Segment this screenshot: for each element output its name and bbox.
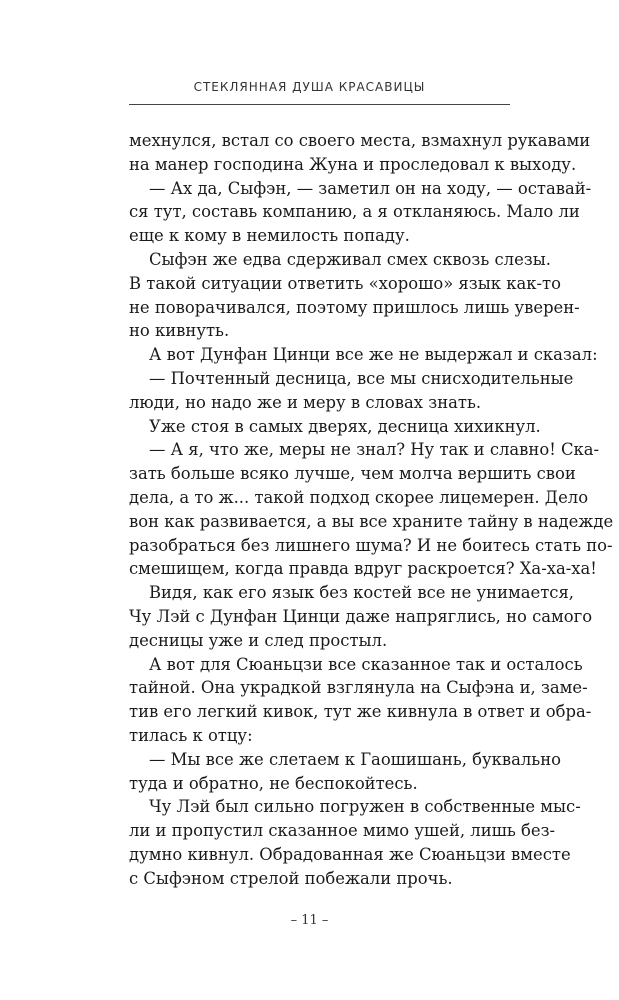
text-line: Видя, как его язык без костей все не унимается, bbox=[149, 583, 575, 603]
text-line: Чу Лэй с Дунфан Цинци даже напряглись, но самого bbox=[129, 606, 593, 626]
text-line: А вот Дунфан Цинци все же не выдержал и сказал: bbox=[149, 345, 598, 365]
text-line: еще к кому в немилость попаду. bbox=[129, 226, 410, 246]
text-line: дела, а то ж... такой подход скорее лицемерен. Дело bbox=[129, 487, 589, 507]
text-line: тилась к отцу: bbox=[129, 725, 253, 745]
text-line: но кивнуть. bbox=[129, 321, 230, 341]
text-line: А вот для Сюаньцзи все сказанное так и осталось bbox=[149, 654, 583, 674]
text-line: десницы уже и след простыл. bbox=[129, 630, 388, 650]
text-line: — Ах да, Сыфэн, — заметил он на ходу, — оставай- bbox=[149, 178, 592, 198]
text-line: — А я, что же, меры не знал? Ну так и славно! Ска- bbox=[149, 440, 600, 460]
text-line: туда и обратно, не беспокойтесь. bbox=[129, 773, 418, 793]
text-line: В такой ситуации ответить «хорошо» язык как-то bbox=[129, 273, 561, 293]
text-line: смешищем, когда правда вдруг раскроется? Ха-ха-ха! bbox=[129, 559, 597, 579]
text-line: — Мы все же слетаем к Гаошишань, буквально bbox=[149, 749, 562, 769]
text-line: мехнулся, встал со своего места, взмахнул рукавами bbox=[129, 131, 591, 150]
text-line: люди, но надо же и меру в словах знать. bbox=[129, 392, 482, 412]
text-line: на манер господина Жуна и проследовал к выходу. bbox=[129, 154, 577, 174]
text-line: вон как развивается, а вы все храните тайну в надежде bbox=[129, 511, 614, 531]
text-line: разобраться без лишнего шума? И не боитесь стать по- bbox=[129, 535, 613, 555]
header-rule bbox=[129, 104, 510, 105]
text-line: Чу Лэй был сильно погружен в собственные мыс- bbox=[149, 797, 581, 817]
text-line: Уже стоя в самых дверях, десница хихикнул. bbox=[149, 416, 541, 436]
page-number: – 11 – bbox=[290, 913, 329, 928]
text-line: зать больше всяко лучше, чем молча вершить свои bbox=[129, 464, 576, 484]
text-line: ли и пропустил сказанное мимо ушей, лишь без- bbox=[129, 821, 556, 841]
body-text bbox=[129, 129, 614, 891]
text-line: не поворачивался, поэтому пришлось лишь уверен- bbox=[129, 297, 580, 317]
text-line: тайной. Она украдкой взглянула на Сыфэна и, заме- bbox=[129, 678, 588, 698]
text-line: ся тут, составь компанию, а я откланяюсь. Мало ли bbox=[129, 202, 580, 222]
text-line: с Сыфэном стрелой побежали прочь. bbox=[129, 868, 453, 888]
text-line: — Почтенный десница, все мы снисходительные bbox=[149, 368, 574, 388]
text-line: думно кивнул. Обрадованная же Сюаньцзи вместе bbox=[129, 844, 571, 864]
text-line: Сыфэн же едва сдерживал смех сквозь слезы. bbox=[149, 249, 551, 269]
running-head: СТЕКЛЯННАЯ ДУША КРАСАВИЦЫ bbox=[193, 80, 426, 94]
text-line: тив его легкий кивок, тут же кивнула в ответ и обра- bbox=[129, 702, 592, 722]
